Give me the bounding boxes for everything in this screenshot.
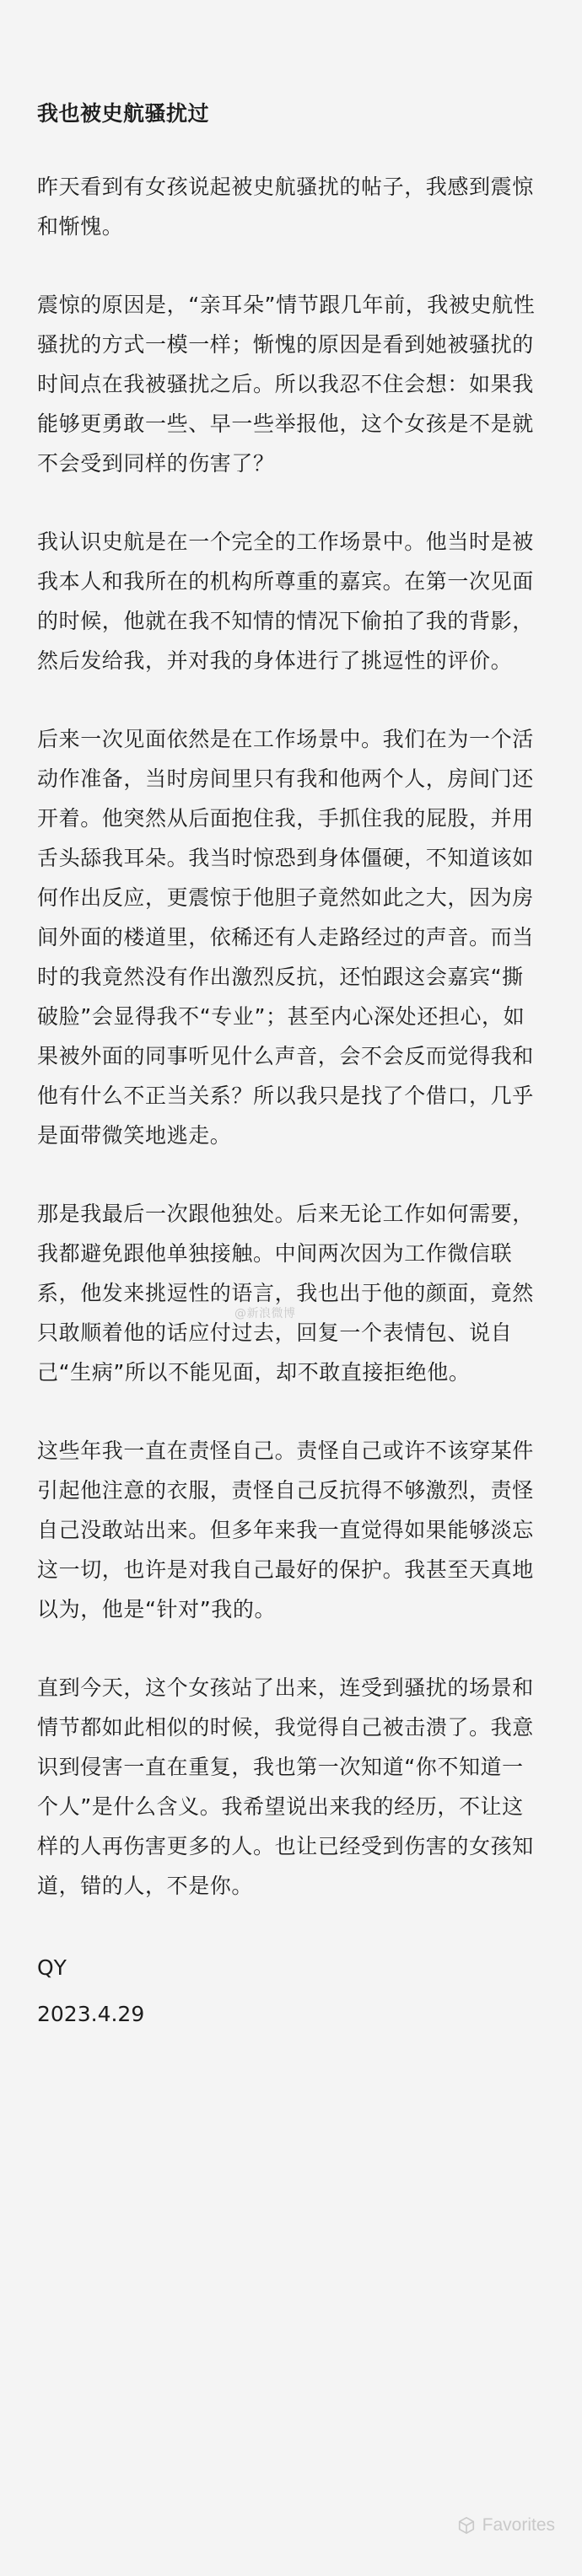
paragraph-4: 后来一次见面依然是在工作场景中。我们在为一个活动作准备，当时房间里只有我和他两个人，房间门还开着。他突然从后面抱住我，手抓住我的屁股，并用舌头舔我耳朵。我当时惊恐到身体僵硬，不知道该如何作出反应，更震惊于他胆子竟然如此之大，因为房间外面的楼道里，依稀还有人走路经过的声音。而当时的我竟然没有作出激烈反抗，还怕跟这会嘉宾“撕破脸”会显得我不“专业”；甚至内心深处还担心，如果被外面的同事听见什么声音，会不会反而觉得我和他有什么不正当关系？所以我只是找了个借口，几乎是面带微笑地逃走。 <box>37 727 534 1148</box>
signature-date: 2023.4.29 <box>37 2002 145 2026</box>
paragraph-7: 直到今天，这个女孩站了出来，连受到骚扰的场景和情节都如此相似的时候，我觉得自己被击溃了。我意识到侵害一直在重复，我也第一次知道“你不知道一个人”是什么含义。我希望说出来我的经历，不让这样的人再伤害更多的人。也让已经受到伤害的女孩知道，错的人，不是你。 <box>37 1675 534 1898</box>
document-title: 我也被史航骚扰过 <box>37 101 210 126</box>
corner-watermark-label: Favorites <box>482 2515 555 2535</box>
corner-watermark <box>457 2515 555 2536</box>
signature-name: QY <box>37 1955 67 1980</box>
paragraph-6: 这些年我一直在责怪自己。责怪自己或许不该穿某件引起他注意的衣服，责怪自己反抗得不够激烈，责怪自己没敢站出来。但多年来我一直觉得如果能够淡忘这一切，也许是对我自己最好的保护。我甚至天真地以为，他是“针对”我的。 <box>37 1439 534 1621</box>
cube-icon <box>457 2516 476 2535</box>
mid-watermark: @新浪微博 <box>234 1307 296 1320</box>
paragraph-3: 我认识史航是在一个完全的工作场景中。他当时是被我本人和我所在的机构所尊重的嘉宾。在第一次见面的时候，他就在我不知情的情况下偷拍了我的背影，然后发给我，并对我的身体进行了挑逗性的评价。 <box>37 530 534 673</box>
paragraph-5: 那是我最后一次跟他独处。后来无论工作如何需要，我都避免跟他单独接触。中间两次因为工作微信联系，他发来挑逗性的语言，我也出于他的颜面，竟然只敢顺着他的话应付过去，回复一个表情包、说自己“生病”所以不能见面，却不敢直接拒绝他。 <box>37 1202 534 1385</box>
paragraph-2: 震惊的原因是，“亲耳朵”情节跟几年前，我被史航性骚扰的方式一模一样；惭愧的原因是看到她被骚扰的时间点在我被骚扰之后。所以我忍不住会想：如果我能够更勇敢一些、早一些举报他，这个女孩是不是就不会受到同样的伤害了？ <box>37 293 536 476</box>
paragraph-1: 昨天看到有女孩说起被史航骚扰的帖子，我感到震惊和惭愧。 <box>37 175 534 239</box>
